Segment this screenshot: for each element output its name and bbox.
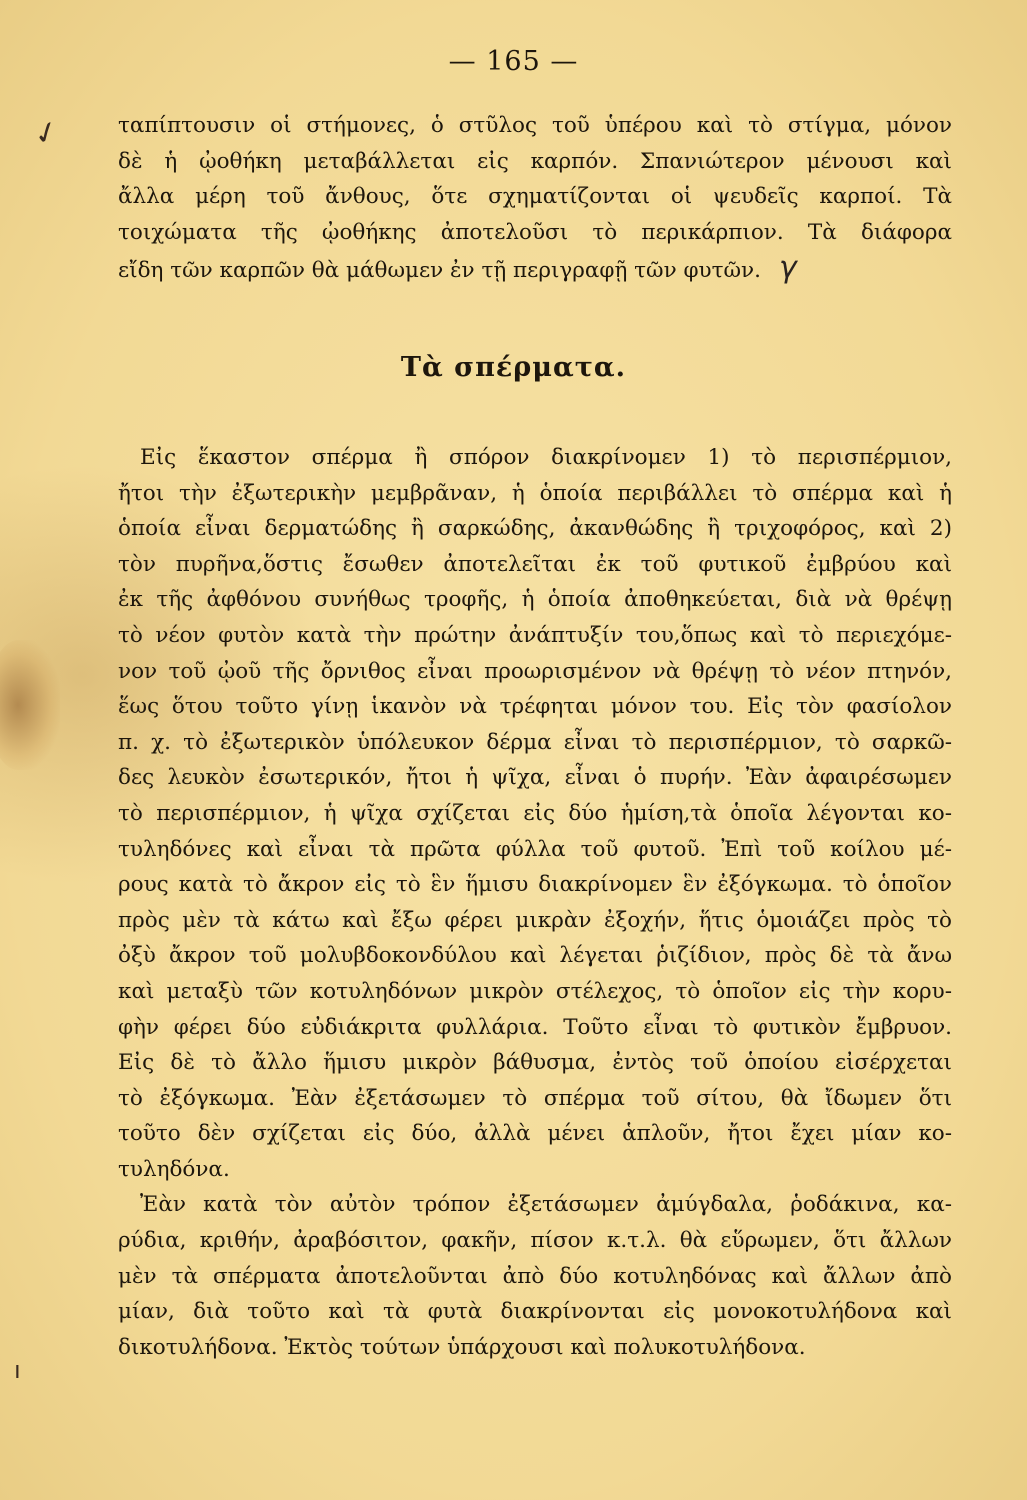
page-number: — 165 — [448, 46, 579, 77]
text-line: καὶ μεταξὺ τῶν κοτυληδόνων μικρὸν στέλεχος, τὸ ὁποῖον εἰς τὴν κορυ- [118, 978, 952, 1004]
text-line: δικοτυλήδονα. Ἐκτὸς τούτων ὑπάρχουσι καὶ πολυκοτυλήδονα. [118, 1334, 806, 1360]
text-line: ρύδια, κριθήν, ἀραβόσιτον, φακῆν, πίσον κ.τ.λ. θὰ εὕρωμεν, ὅτι ἄλλων [118, 1228, 952, 1254]
text-line: τὸν πυρῆνα,ὅστις ἔσωθεν ἀποτελεῖται ἐκ τοῦ φυτικοῦ ἐμβρύου καὶ [118, 551, 952, 577]
margin-tick-mark: ı [14, 1356, 21, 1384]
text-line: δες λευκὸν ἐσωτερικόν, ἤτοι ἡ ψῖχα, εἶναι ὁ πυρήν. Ἐὰν ἀφαιρέσωμεν [118, 765, 952, 791]
text-line: τὸ περισπέρμιον, ἡ ψῖχα σχίζεται εἰς δύο ἡμίση,τὰ ὁποῖα λέγονται κο- [118, 800, 952, 826]
top-paragraph [118, 108, 952, 286]
handwritten-mark: γ [778, 250, 797, 286]
text-line: τὸ νέον φυτὸν κατὰ τὴν πρώτην ἀνάπτυξίν του,ὅπως καὶ τὸ περιεχόμε- [118, 622, 952, 648]
text-line: ἕως ὅτου τοῦτο γίνῃ ἱκανὸν νὰ τρέφηται μόνον του. Εἰς τὸν φασίολον [118, 694, 952, 720]
text-line: μίαν, διὰ τοῦτο καὶ τὰ φυτὰ διακρίνονται εἰς μονοκοτυλήδονα καὶ [118, 1299, 952, 1325]
text-line: τοιχώματα τῆς ᾠοθήκης ἀποτελοῦσι τὸ περικάρπιον. Τὰ διάφορα [118, 219, 952, 245]
text-line: φὴν φέρει δύο εὐδιάκριτα φυλλάρια. Τοῦτο εἶναι τὸ φυτικὸν ἔμβρυον. [118, 1014, 952, 1040]
margin-check-mark: ✓ [28, 112, 65, 155]
text-line: πρὸς μὲν τὰ κάτω καὶ ἔξω φέρει μικρὰν ἐξοχήν, ἥτις ὁμοιάζει πρὸς τὸ [118, 907, 952, 933]
text-line: ρους κατὰ τὸ ἄκρον εἰς τὸ ἓν ἥμισυ διακρίνομεν ἓν ἐξόγκωμα. τὸ ὁποῖον [118, 872, 952, 898]
text-line: Εἰς δὲ τὸ ἄλλο ἥμισυ μικρὸν βάθυσμα, ἐντὸς τοῦ ὁποίου εἰσέρχεται [118, 1050, 952, 1076]
text-line: ὁποία εἶναι δερματώδης ἢ σαρκώδης, ἀκανθώδης ἢ τριχοφόρος, καὶ 2) [118, 516, 952, 542]
text-line: τοῦτο δὲν σχίζεται εἰς δύο, ἀλλὰ μένει ἁπλοῦν, ἤτοι ἔχει μίαν κο- [118, 1121, 952, 1147]
text-line: τυληδόνες καὶ εἶναι τὰ πρῶτα φύλλα τοῦ φυτοῦ. Ἐπὶ τοῦ κοίλου μέ- [118, 836, 952, 862]
text-line: μὲν τὰ σπέρματα ἀποτελοῦνται ἀπὸ δύο κοτυληδόνας καὶ ἄλλων ἀπὸ [118, 1263, 952, 1289]
text-line: Εἰς ἕκαστον σπέρμα ἢ σπόρον διακρίνομεν 1) τὸ περισπέρμιον, [140, 445, 952, 470]
main-paragraph [118, 440, 952, 1365]
text-line: τὸ ἐξόγκωμα. Ἐὰν ἐξετάσωμεν τὸ σπέρμα τοῦ σίτου, θὰ ἴδωμεν ὅτι [118, 1085, 952, 1111]
text-line: ἐκ τῆς ἀφθόνου συνήθως τροφῆς, ἡ ὁποία ἀποθηκεύεται, διὰ νὰ θρέψῃ [118, 587, 952, 613]
text-line: π. χ. τὸ ἐξωτερικὸν ὑπόλευκον δέρμα εἶναι τὸ περισπέρμιον, τὸ σαρκῶ- [118, 729, 952, 755]
text-line: ἄλλα μέρη τοῦ ἄνθους, ὅτε σχηματίζονται οἱ ψευδεῖς καρποί. Τὰ [118, 184, 952, 210]
paper-stain [0, 640, 60, 770]
section-heading: Τὰ σπέρματα. [400, 352, 627, 383]
text-line: ταπίπτουσιν οἱ στήμονες, ὁ στῦλος τοῦ ὑπέρου καὶ τὸ στίγμα, μόνον [118, 113, 952, 138]
text-line: τυληδόνα. [118, 1156, 230, 1182]
text-line: νον τοῦ ᾠοῦ τῆς ὄρνιθος εἶναι προωρισμένον νὰ θρέψῃ τὸ νέον πτηνόν, [118, 658, 952, 684]
text-line: ὀξὺ ἄκρον τοῦ μολυβδοκονδύλου καὶ λέγεται ῥιζίδιον, πρὸς δὲ τὰ ἄνω [118, 943, 952, 969]
text-line-last [118, 250, 952, 286]
text-line-content: εἴδη τῶν καρπῶν θὰ μάθωμεν ἐν τῇ περιγραφῇ τῶν φυτῶν. [118, 258, 761, 284]
text-line: δὲ ἡ ᾠοθήκη μεταβάλλεται εἰς καρπόν. Σπανιώτερον μένουσι καὶ [118, 148, 952, 174]
text-line: Ἐὰν κατὰ τὸν αὐτὸν τρόπον ἐξετάσωμεν ἀμύγδαλα, ῥοδάκινα, κα- [140, 1192, 952, 1218]
text-line: ἤτοι τὴν ἐξωτερικὴν μεμβρᾶναν, ἡ ὁποία περιβάλλει τὸ σπέρμα καὶ ἡ [118, 480, 952, 506]
